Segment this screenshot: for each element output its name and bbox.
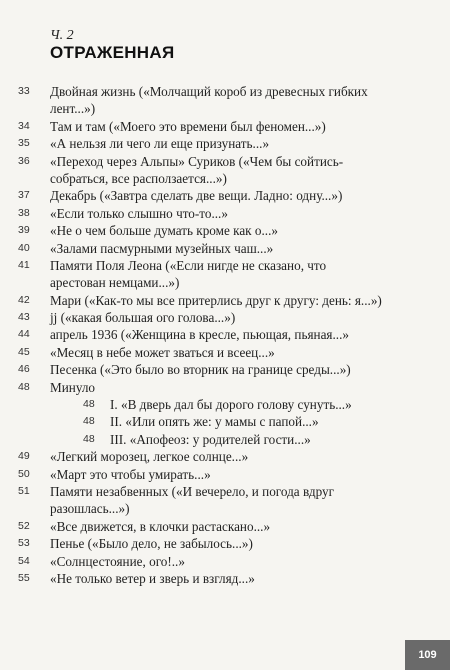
entry-page-number: 37	[18, 189, 30, 202]
entry-page-number: 48	[83, 415, 95, 428]
entry-title: собраться, все расползается...»)	[50, 170, 227, 186]
entry-page-number: 42	[18, 293, 30, 306]
toc-entry	[0, 154, 450, 171]
entry-title: «Солнцестояние, ого!..»	[50, 553, 185, 569]
toc-entry	[0, 206, 450, 223]
entry-title: «Не о чем больше думать кроме как о...»	[50, 223, 278, 239]
entry-page-number: 46	[18, 363, 30, 376]
entry-title: Декабрь («Завтра сделать две вещи. Ладно: одну...»)	[50, 188, 343, 204]
entry-title: Там и там («Моего это времени был феномен...»)	[50, 118, 326, 134]
entry-page-number: 44	[18, 328, 30, 341]
toc-entry	[0, 327, 450, 344]
entry-title: «Март это чтобы умирать...»	[50, 466, 211, 482]
entry-title: «Месяц в небе может зваться и всеец...»	[50, 344, 275, 360]
entry-title: Песенка («Это было во вторник на границе среды...»)	[50, 362, 351, 378]
toc-entry	[0, 501, 450, 518]
entry-page-number: 48	[83, 398, 95, 411]
entry-title: III. «Апофеоз: у родителей гости...»	[110, 431, 311, 447]
toc-subentry	[0, 432, 450, 449]
toc-entry	[0, 223, 450, 240]
toc-entry	[0, 258, 450, 275]
entry-page-number: 48	[83, 432, 95, 445]
toc-entry	[0, 171, 450, 188]
entry-page-number: 43	[18, 311, 30, 324]
entry-title: Памяти незабвенных («И вечерело, и погода вдруг	[50, 483, 334, 499]
entry-title: Пенье («Было дело, не забылось...»)	[50, 536, 253, 552]
toc-entry	[0, 362, 450, 379]
entry-page-number: 51	[18, 484, 30, 497]
part-title: ОТРАЖЕННАЯ	[50, 43, 175, 62]
entry-title: «Залами пасмурными музейных чаш...»	[50, 240, 274, 256]
toc-entry	[0, 449, 450, 466]
entry-title: «Если только слышно что-то...»	[50, 205, 228, 221]
toc-entry	[0, 554, 450, 571]
toc-entry	[0, 241, 450, 258]
toc-entry	[0, 188, 450, 205]
entry-title: лент...»)	[50, 101, 96, 117]
toc-entry	[0, 484, 450, 501]
entry-page-number: 35	[18, 137, 30, 150]
entry-page-number: 54	[18, 554, 30, 567]
entry-title: арестован немцами...»)	[50, 275, 180, 291]
entry-title: Минуло	[50, 379, 96, 395]
toc-entry	[0, 380, 450, 397]
toc-entry	[0, 519, 450, 536]
entry-title: «Не только ветер и зверь и взгляд...»	[50, 570, 255, 586]
entry-page-number: 49	[18, 450, 30, 463]
toc-subentry	[0, 414, 450, 431]
entry-title: I. «В дверь дал бы дорого голову сунуть...»	[110, 397, 352, 413]
entry-page-number: 52	[18, 519, 30, 532]
entry-page-number: 40	[18, 241, 30, 254]
entry-page-number: 53	[18, 537, 30, 550]
entry-title: «Переход через Альпы» Суриков («Чем бы сойтись-	[50, 153, 344, 169]
entry-page-number: 34	[18, 119, 30, 132]
entry-page-number: 36	[18, 154, 30, 167]
entry-title: II. «Или опять же: у мамы с папой...»	[110, 414, 319, 430]
toc-entry	[0, 293, 450, 310]
toc-entry	[0, 536, 450, 553]
entry-title: jj («какая большая ого голова...»)	[50, 310, 236, 326]
entry-title: Двойная жизнь («Молчащий короб из древесных гибких	[50, 84, 368, 99]
toc-entry	[0, 136, 450, 153]
entry-title: апрель 1936 («Женщина в кресле, пьющая, пьяная...»	[50, 327, 349, 343]
entry-page-number: 38	[18, 206, 30, 219]
toc-entry	[0, 467, 450, 484]
entry-page-number: 48	[18, 380, 30, 393]
part-label: Ч. 2	[50, 28, 74, 43]
toc-entry	[0, 275, 450, 292]
entry-title: Мари («Как-то мы все притерлись друг к другу: день: я...»)	[50, 292, 382, 308]
entry-page-number: 39	[18, 224, 30, 237]
entry-page-number: 45	[18, 345, 30, 358]
toc-entry	[0, 101, 450, 118]
entry-title: «Легкий морозец, легкое солнце...»	[50, 449, 249, 465]
toc-entry	[0, 310, 450, 327]
table-of-contents	[0, 84, 450, 588]
toc-entry	[0, 84, 450, 101]
toc-subentry	[0, 397, 450, 414]
entry-title: разошлась...»)	[50, 501, 130, 517]
entry-title: «Все движется, в клочки растаскано...»	[50, 518, 271, 534]
toc-entry	[0, 571, 450, 588]
page-number: 109	[405, 640, 450, 670]
entry-page-number: 50	[18, 467, 30, 480]
toc-entry	[0, 345, 450, 362]
entry-page-number: 41	[18, 258, 30, 271]
entry-page-number: 55	[18, 571, 30, 584]
entry-title: «А нельзя ли чего ли еще призунать...»	[50, 136, 270, 152]
entry-title: Памяти Поля Леона («Если нигде не сказано, что	[50, 257, 327, 273]
entry-page-number: 33	[18, 85, 30, 97]
toc-entry	[0, 119, 450, 136]
